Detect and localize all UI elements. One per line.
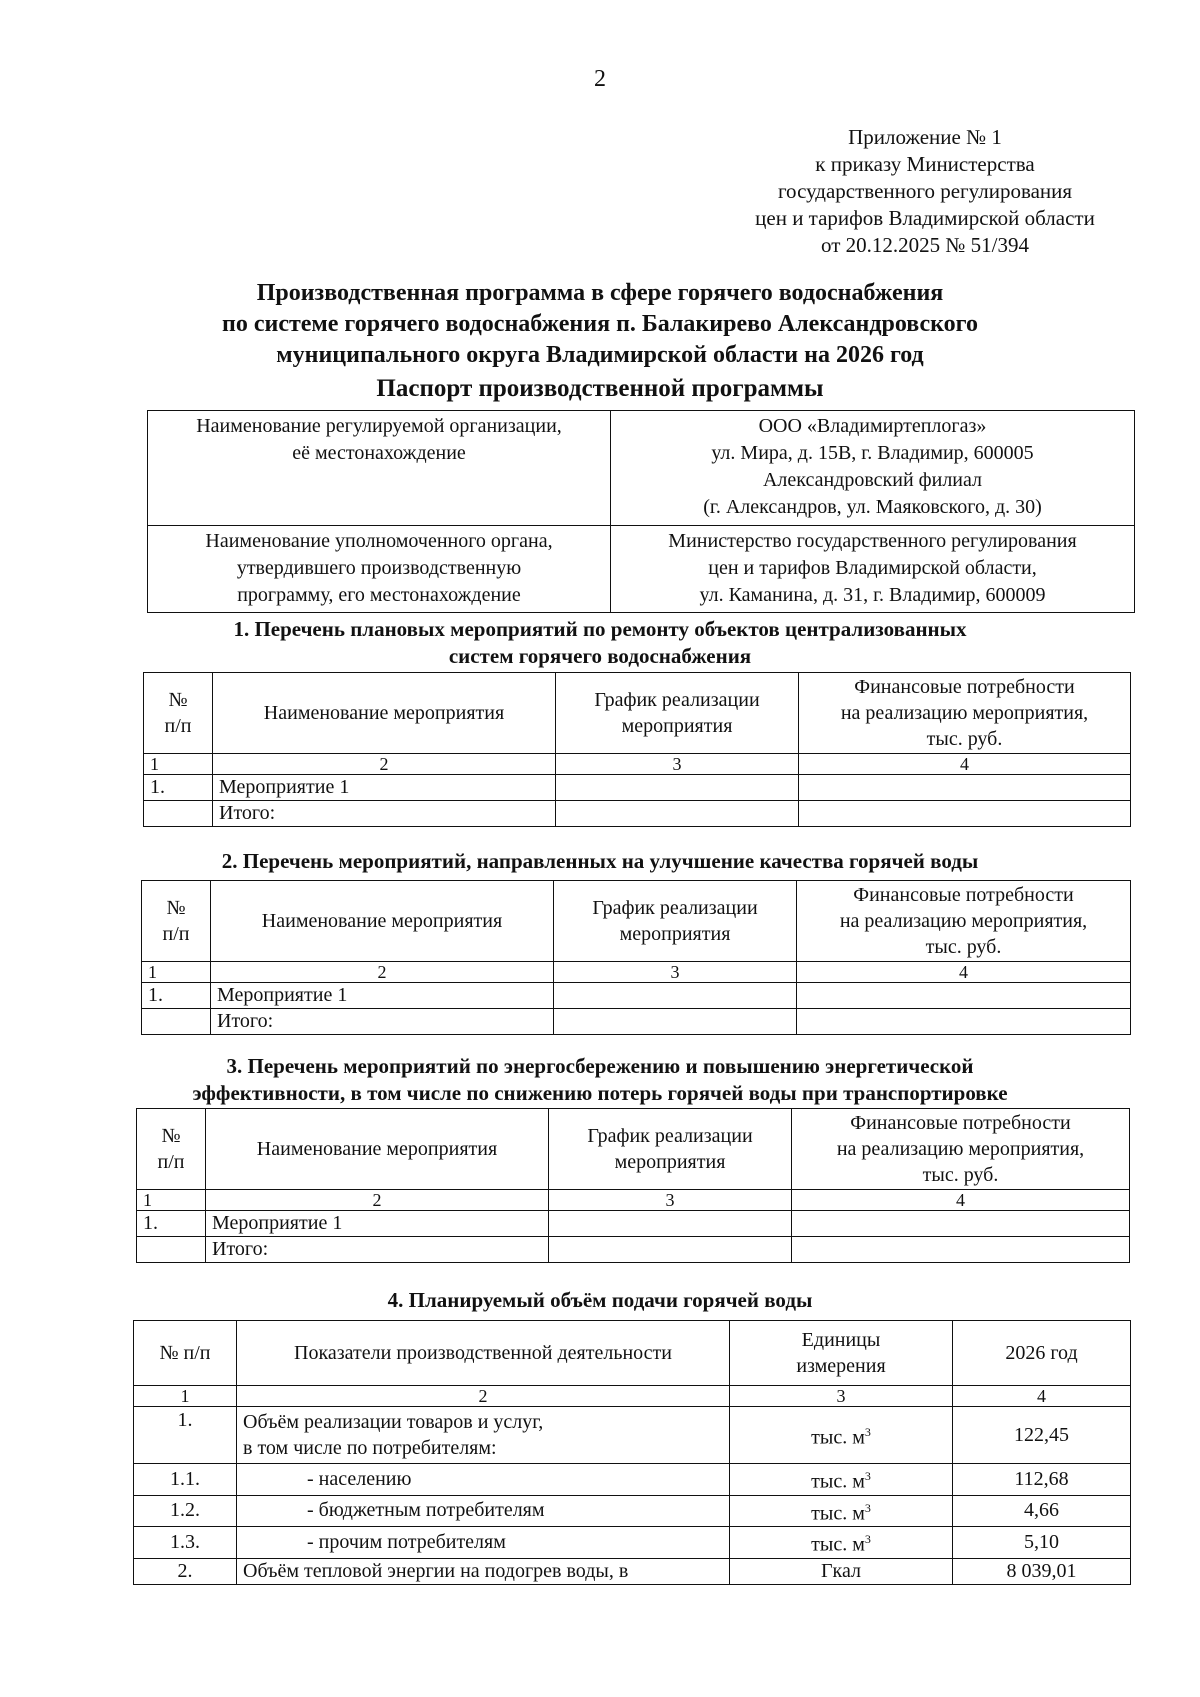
title-line: муниципального округа Владимирской области на 2026 год: [276, 342, 924, 368]
cell: 1.: [142, 983, 211, 1009]
cell: [237, 1407, 730, 1464]
text-line: Наименование уполномоченного органа,: [205, 530, 553, 552]
text-line: ул. Каманина, д. 31, г. Владимир, 600009: [699, 584, 1046, 606]
text-line: на реализацию мероприятия,: [839, 910, 1088, 932]
table-header-row: [134, 1321, 1131, 1386]
col-num-header: № п/п: [134, 1321, 237, 1386]
col-num-header: [137, 1109, 206, 1190]
table-row: [144, 801, 1131, 827]
col-schedule-header: [556, 673, 799, 754]
cell: [549, 1211, 792, 1237]
unit-sup: 3: [864, 1425, 871, 1440]
section-1-title: [120, 616, 1080, 670]
table-row: [142, 1009, 1131, 1035]
cell: [730, 1527, 953, 1559]
col-name-header: Наименование мероприятия: [211, 881, 554, 962]
cell: 4: [797, 962, 1131, 983]
text-line: График реализации: [594, 689, 760, 711]
cell: [730, 1407, 953, 1464]
col-finance-header: [792, 1109, 1130, 1190]
passport-table: [147, 410, 1135, 613]
text-line: мероприятия: [614, 1151, 726, 1173]
title-line: 3. Перечень мероприятий по энергосбережению и повышению энергетической: [226, 1054, 974, 1078]
cell: [792, 1237, 1130, 1263]
cell: 1: [134, 1386, 237, 1407]
text-line: программу, его местонахождение: [237, 584, 521, 606]
cell: [799, 775, 1131, 801]
cell: [554, 983, 797, 1009]
col-finance-header: [799, 673, 1131, 754]
table-row: [144, 775, 1131, 801]
cell: 122,45: [953, 1407, 1131, 1464]
cell: 2: [213, 754, 556, 775]
text-line: п/п: [162, 923, 190, 945]
title-line: 1. Перечень плановых мероприятий по ремонту объектов централизованных: [233, 617, 967, 641]
unit-text: тыс. м: [811, 1470, 865, 1493]
title-line: систем горячего водоснабжения: [448, 644, 752, 668]
cell: [137, 1237, 206, 1263]
passport-value: [611, 526, 1135, 613]
cell: 3: [549, 1190, 792, 1211]
cell: - населению: [237, 1464, 730, 1496]
text-line: п/п: [157, 1151, 185, 1173]
text-line: №: [166, 897, 186, 919]
text-line: Финансовые потребности: [854, 676, 1075, 698]
col-num-header: [142, 881, 211, 962]
text-line: Александровский филиал: [762, 469, 983, 491]
col-indicator-header: Показатели производственной деятельности: [237, 1321, 730, 1386]
cell: [797, 1009, 1131, 1035]
section-4-title: 4. Планируемый объём подачи горячей воды: [387, 1288, 813, 1312]
table-row: [137, 1190, 1130, 1211]
cell: Мероприятие 1: [211, 983, 554, 1009]
text-line: Объём реализации товаров и услуг,: [243, 1411, 544, 1433]
cell: - прочим потребителям: [237, 1527, 730, 1559]
text-line: График реализации: [587, 1125, 753, 1147]
page-number: 2: [594, 66, 606, 92]
appendix-line: цен и тарифов Владимирской области: [755, 206, 1095, 230]
unit-text: тыс. м: [811, 1533, 865, 1556]
unit-sup: 3: [864, 1500, 871, 1515]
unit-sup: 3: [864, 1532, 871, 1547]
cell: 1.2.: [134, 1495, 237, 1527]
text-line: измерения: [796, 1355, 886, 1377]
text-line: Министерство государственного регулирования: [668, 530, 1077, 552]
cell: 2: [211, 962, 554, 983]
text-line: №: [168, 689, 188, 711]
appendix-line: государственного регулирования: [777, 179, 1073, 203]
passport-title: Паспорт производственной программы: [376, 375, 824, 402]
table-header-row: [137, 1109, 1130, 1190]
cell: 3: [556, 754, 799, 775]
col-schedule-header: [554, 881, 797, 962]
section-3-title: [120, 1053, 1080, 1107]
appendix-line: от 20.12.2025 № 51/394: [820, 233, 1030, 257]
title-line: Производственная программа в сфере горячего водоснабжения: [256, 280, 944, 306]
appendix-block: [700, 124, 1150, 259]
cell: 1.1.: [134, 1464, 237, 1496]
table-header-row: [142, 881, 1131, 962]
section-2-title: [120, 848, 1080, 875]
text-line: Финансовые потребности: [853, 884, 1074, 906]
unit-text: тыс. м: [811, 1426, 865, 1449]
cell: 4: [799, 754, 1131, 775]
cell: [142, 1009, 211, 1035]
section-3-table: [136, 1108, 1130, 1263]
title-line: 2. Перечень мероприятий, направленных на улучшение качества горячей воды: [221, 849, 979, 873]
cell: 1.: [137, 1211, 206, 1237]
text-line: утвердившего производственную: [236, 557, 522, 579]
col-finance-header: [797, 881, 1131, 962]
title-line: эффективности, в том числе по снижению потерь горячей воды при транспортировке: [192, 1081, 1008, 1105]
cell: 3: [554, 962, 797, 983]
col-schedule-header: [549, 1109, 792, 1190]
table-row: [144, 754, 1131, 775]
cell: 2: [206, 1190, 549, 1211]
text-line: её местонахождение: [292, 442, 466, 464]
text-line: Наименование регулируемой организации,: [196, 415, 562, 437]
unit-sup: 3: [864, 1469, 871, 1483]
cell: 3: [730, 1386, 953, 1407]
cell: 1: [144, 754, 213, 775]
document-title: [130, 278, 1070, 371]
table-row: [148, 411, 1135, 526]
cell: 112,68: [953, 1464, 1131, 1496]
cell: 2: [237, 1386, 730, 1407]
section-4-table: [133, 1320, 1131, 1585]
passport-value: [611, 411, 1135, 526]
col-unit-header: [730, 1321, 953, 1386]
table-row: [134, 1386, 1131, 1407]
cell: [799, 801, 1131, 827]
cell: 1.3.: [134, 1527, 237, 1559]
cell: 8 039,01: [953, 1558, 1131, 1584]
cell: Итого:: [211, 1009, 554, 1035]
cell: Итого:: [206, 1237, 549, 1263]
appendix-line: к приказу Министерства: [815, 152, 1035, 176]
cell: [730, 1495, 953, 1527]
cell: [549, 1237, 792, 1263]
cell: Гкал: [730, 1558, 953, 1584]
table-row: [148, 526, 1135, 613]
text-line: График реализации: [592, 897, 758, 919]
appendix-line: Приложение № 1: [848, 125, 1002, 149]
table-row: [142, 983, 1131, 1009]
table-header-row: [144, 673, 1131, 754]
cell: [144, 801, 213, 827]
text-line: Финансовые потребности: [850, 1112, 1071, 1134]
text-line: на реализацию мероприятия,: [836, 1138, 1085, 1160]
col-num-header: [144, 673, 213, 754]
cell: 1: [142, 962, 211, 983]
cell: [792, 1211, 1130, 1237]
text-line: тыс. руб.: [926, 728, 1003, 750]
cell: [554, 1009, 797, 1035]
table-row: [134, 1464, 1131, 1496]
text-line: (г. Александров, ул. Маяковского, д. 30): [703, 496, 1042, 518]
table-row: [134, 1527, 1131, 1559]
passport-label: [148, 526, 611, 613]
text-line: тыс. руб.: [925, 936, 1002, 958]
cell: 2.: [134, 1558, 237, 1584]
text-line: ООО «Владимиртеплогаз»: [758, 415, 987, 437]
cell: 1: [137, 1190, 206, 1211]
cell: - бюджетным потребителям: [237, 1495, 730, 1527]
table-row: [134, 1558, 1131, 1584]
section-1-table: [143, 672, 1131, 827]
unit-text: тыс. м: [811, 1502, 865, 1525]
cell: Объём тепловой энергии на подогрев воды, в: [237, 1558, 730, 1584]
table-row: [137, 1237, 1130, 1263]
text-line: п/п: [164, 715, 192, 737]
table-row: [134, 1495, 1131, 1527]
cell: [556, 801, 799, 827]
title-line: по системе горячего водоснабжения п. Балакирево Александровского: [222, 311, 978, 337]
text-line: Единицы: [801, 1329, 881, 1351]
cell: Итого:: [213, 801, 556, 827]
passport-label: [148, 411, 611, 526]
section-2-table: [141, 880, 1131, 1035]
text-line: №: [161, 1125, 181, 1147]
table-row: [137, 1211, 1130, 1237]
text-line: мероприятия: [621, 715, 733, 737]
text-line: в том числе по потребителям:: [243, 1437, 497, 1459]
table-row: [142, 962, 1131, 983]
cell: [556, 775, 799, 801]
cell: 1.: [144, 775, 213, 801]
text-line: тыс. руб.: [922, 1164, 999, 1186]
cell: [730, 1464, 953, 1496]
cell: [797, 983, 1131, 1009]
cell: 1.: [134, 1407, 237, 1464]
text-line: ул. Мира, д. 15В, г. Владимир, 600005: [711, 442, 1034, 464]
text-line: мероприятия: [619, 923, 731, 945]
cell: 4: [953, 1386, 1131, 1407]
text-line: на реализацию мероприятия,: [840, 702, 1089, 724]
cell: 4: [792, 1190, 1130, 1211]
col-name-header: Наименование мероприятия: [206, 1109, 549, 1190]
cell: 4,66: [953, 1495, 1131, 1527]
text-line: цен и тарифов Владимирской области,: [708, 557, 1037, 579]
cell: 5,10: [953, 1527, 1131, 1559]
col-year-header: 2026 год: [953, 1321, 1131, 1386]
col-name-header: Наименование мероприятия: [213, 673, 556, 754]
cell: Мероприятие 1: [213, 775, 556, 801]
table-row: [134, 1407, 1131, 1464]
cell: Мероприятие 1: [206, 1211, 549, 1237]
